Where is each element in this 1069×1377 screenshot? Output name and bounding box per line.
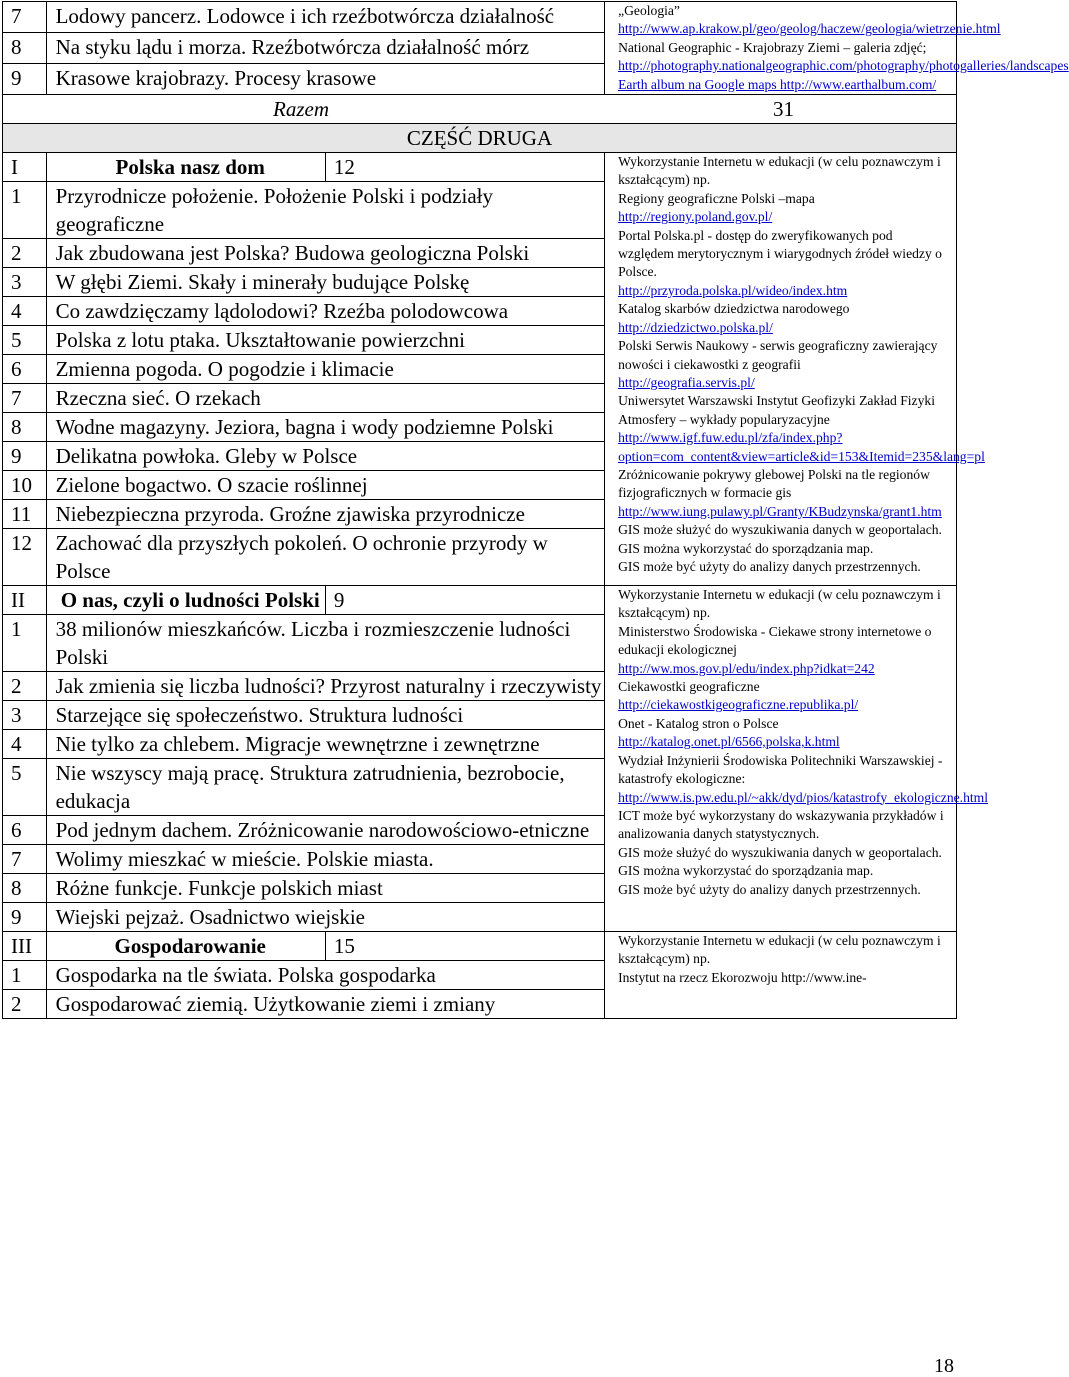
lesson-topic: Co zawdzięczamy lądolodowi? Rzeźba polodowcowa xyxy=(46,297,604,326)
resource-text: Ciekawostki geograficzne xyxy=(618,679,760,695)
page-number: 18 xyxy=(934,1355,954,1377)
section-hours: 12 xyxy=(325,153,604,182)
summary-cell xyxy=(3,95,957,124)
lesson-number: 1 xyxy=(3,182,47,239)
lesson-topic: Na styku lądu i morza. Rzeźbotwórcza działalność mórz xyxy=(46,33,604,64)
lesson-number: 8 xyxy=(3,413,47,442)
lesson-topic: Nie tylko za chlebem. Migracje wewnętrzne i zewnętrzne xyxy=(46,730,604,759)
lesson-topic: Rzeczna sieć. O rzekach xyxy=(46,384,604,413)
table-row xyxy=(3,2,957,33)
resources-cell xyxy=(605,153,985,586)
lesson-topic: Zachować dla przyszłych pokoleń. O ochronie przyrody w Polsce xyxy=(46,529,604,586)
lesson-topic: Zmienna pogoda. O pogodzie i klimacie xyxy=(46,355,604,384)
lesson-topic: Pod jednym dachem. Zróżnicowanie narodowościowo-etniczne xyxy=(46,816,604,845)
lesson-number: 10 xyxy=(3,471,47,500)
section-header-row xyxy=(3,153,957,182)
resource-text: Wykorzystanie Internetu w edukacji (w celu poznawczym i kształcącym) np. xyxy=(618,587,941,621)
resources-cell xyxy=(605,586,988,932)
summary-row xyxy=(3,95,957,124)
resource-link[interactable]: http://www.ap.krakow.pl/geo/geolog/haczew/geologia/wietrzenie.html xyxy=(618,21,1001,37)
resource-link[interactable]: http://regiony.poland.gov.pl/ xyxy=(618,209,773,225)
lesson-number: 4 xyxy=(3,730,47,759)
summary-hours: 31 xyxy=(773,97,794,122)
resource-text: Wydział Inżynierii Środowiska Politechniki Warszawskiej - katastrofy ekologiczne: xyxy=(618,752,943,787)
resource-text: GIS może służyć do wyszukiwania danych w geoportalach. xyxy=(618,844,942,860)
section-title: O nas, czyli o ludności Polski xyxy=(46,586,325,615)
resources-cell xyxy=(605,932,957,1019)
lesson-number: 1 xyxy=(3,615,47,672)
resource-link[interactable]: http://katalog.onet.pl/6566,polska,k.html xyxy=(618,734,840,750)
lesson-topic: Przyrodnicze położenie. Położenie Polski i podziały geograficzne xyxy=(46,182,604,239)
resource-text: Onet - Katalog stron o Polsce xyxy=(618,715,779,731)
curriculum-table xyxy=(2,1,1069,1019)
lesson-number: 9 xyxy=(3,442,47,471)
section-hours: 9 xyxy=(325,586,604,615)
lesson-number: 9 xyxy=(3,903,47,932)
resource-text: Ministerstwo Środowiska - Ciekawe strony internetowe o edukacji ekologicznej xyxy=(618,623,932,658)
resource-link[interactable]: http://www.igf.fuw.edu.pl/zfa/index.php?option=com_content&view=article&id=153&Itemid=235&lang=pl xyxy=(618,430,985,464)
resource-link[interactable]: http://geografia.servis.pl/ xyxy=(618,374,755,390)
lesson-topic: Gospodarka na tle świata. Polska gospodarka xyxy=(46,961,604,990)
part-title: CZĘŚĆ DRUGA xyxy=(3,124,957,153)
resource-text: GIS można wykorzystać do sporządzania map. xyxy=(618,540,874,556)
lesson-topic: Zielone bogactwo. O szacie roślinnej xyxy=(46,471,604,500)
resource-link[interactable]: http://www.is.pw.edu.pl/~akk/dyd/pios/katastrofy_ekologiczne.html xyxy=(618,789,988,805)
lesson-topic: W głębi Ziemi. Skały i minerały budujące Polskę xyxy=(46,268,604,297)
lesson-number: 4 xyxy=(3,297,47,326)
resource-text: Portal Polska.pl - dostęp do zweryfikowanych pod względem merytorycznym i wiarygodnych źródeł wiedzy o Polsce. xyxy=(618,227,942,280)
resource-text: GIS może być użyty do analizy danych przestrzennych. xyxy=(618,558,921,574)
section-number: II xyxy=(3,586,47,615)
lesson-number: 9 xyxy=(3,64,47,95)
resource-link[interactable]: http://photography.nationalgeographic.com/photography/photogalleries/landscapes xyxy=(618,58,1069,74)
lesson-topic: 38 milionów mieszkańców. Liczba i rozmieszczenie ludności Polski xyxy=(46,615,604,672)
resource-text: GIS można wykorzystać do sporządzania map. xyxy=(618,863,874,879)
lesson-topic: Krasowe krajobrazy. Procesy krasowe xyxy=(46,64,604,95)
lesson-topic: Wiejski pejzaż. Osadnictwo wiejskie xyxy=(46,903,604,932)
lesson-topic: Wolimy mieszkać w mieście. Polskie miasta. xyxy=(46,845,604,874)
section-title: Gospodarowanie xyxy=(46,932,325,961)
lesson-number: 3 xyxy=(3,701,47,730)
lesson-number: 3 xyxy=(3,268,47,297)
section-number: I xyxy=(3,153,47,182)
lesson-topic: Delikatna powłoka. Gleby w Polsce xyxy=(46,442,604,471)
resource-text: National Geographic - Krajobrazy Ziemi – galeria zdjęć; xyxy=(618,39,927,55)
lesson-number: 6 xyxy=(3,355,47,384)
lesson-number: 1 xyxy=(3,961,47,990)
lesson-number: 2 xyxy=(3,239,47,268)
lesson-number: 11 xyxy=(3,500,47,529)
lesson-topic: Niebezpieczna przyroda. Groźne zjawiska przyrodnicze xyxy=(46,500,604,529)
resource-link[interactable]: http://ciekawostkigeograficzne.republika.pl/ xyxy=(618,697,859,713)
lesson-topic: Różne funkcje. Funkcje polskich miast xyxy=(46,874,604,903)
summary-label: Razem xyxy=(273,97,329,122)
section-hours: 15 xyxy=(325,932,604,961)
resource-text: Wykorzystanie Internetu w edukacji (w celu poznawczym i kształcącym) np. xyxy=(618,933,941,967)
lesson-number: 2 xyxy=(3,990,47,1019)
resource-text: GIS może być użyty do analizy danych przestrzennych. xyxy=(618,881,921,897)
resource-link[interactable]: http://ww.mos.gov.pl/edu/index.php?idkat=242 xyxy=(618,660,875,676)
lesson-topic: Jak zmienia się liczba ludności? Przyrost naturalny i rzeczywisty xyxy=(46,672,604,701)
resource-text: Uniwersytet Warszawski Instytut Geofizyki Zakład Fizyki Atmosfery – wykłady popularyzacyjne xyxy=(618,393,935,427)
lesson-topic: Lodowy pancerz. Lodowce i ich rzeźbotwórcza działalność xyxy=(46,2,604,33)
lesson-number: 12 xyxy=(3,529,47,586)
resources-cell xyxy=(605,2,1069,95)
part-title-row xyxy=(3,124,957,153)
lesson-number: 7 xyxy=(3,2,47,33)
lesson-number: 6 xyxy=(3,816,47,845)
resource-text: ICT może być wykorzystany do wskazywania przykładów i analizowania danych statystycznych. xyxy=(618,807,944,842)
resource-text: Wykorzystanie Internetu w edukacji (w celu poznawczym i kształcącym) np. xyxy=(618,154,941,188)
lesson-topic: Nie wszyscy mają pracę. Struktura zatrudnienia, bezrobocie, edukacja xyxy=(46,759,604,816)
resource-text: Regiony geograficzne Polski –mapa xyxy=(618,190,815,206)
lesson-topic: Wodne magazyny. Jeziora, bagna i wody podziemne Polski xyxy=(46,413,604,442)
resource-link[interactable]: http://www.iung.pulawy.pl/Granty/KBudzynska/grant1.htm xyxy=(618,503,942,519)
lesson-number: 5 xyxy=(3,759,47,816)
resource-link[interactable]: Earth album na Google maps http://www.earthalbum.com/ xyxy=(618,76,937,92)
lesson-number: 5 xyxy=(3,326,47,355)
resource-text: Polski Serwis Naukowy - serwis geograficzny zawierający nowości i ciekawostki z geografii xyxy=(618,338,938,372)
resource-text: Instytut na rzecz Ekorozwoju http://www.ine- xyxy=(618,969,867,985)
section-title: Polska nasz dom xyxy=(46,153,325,182)
section-header-row xyxy=(3,932,957,961)
section-number: III xyxy=(3,932,47,961)
lesson-topic: Jak zbudowana jest Polska? Budowa geologiczna Polski xyxy=(46,239,604,268)
resource-link[interactable]: http://dziedzictwo.polska.pl/ xyxy=(618,319,773,335)
lesson-topic: Starzejące się społeczeństwo. Struktura ludności xyxy=(46,701,604,730)
lesson-topic: Polska z lotu ptaka. Ukształtowanie powierzchni xyxy=(46,326,604,355)
resource-text: Zróżnicowanie pokrywy glebowej Polski na tle regionów fizjograficznych w formacie gis xyxy=(618,466,930,501)
lesson-number: 8 xyxy=(3,33,47,64)
lesson-number: 7 xyxy=(3,845,47,874)
lesson-number: 7 xyxy=(3,384,47,413)
lesson-number: 8 xyxy=(3,874,47,903)
lesson-topic: Gospodarować ziemią. Użytkowanie ziemi i zmiany xyxy=(46,990,604,1019)
resource-text: Katalog skarbów dziedzictwa narodowego xyxy=(618,301,850,317)
resource-link[interactable]: http://przyroda.polska.pl/wideo/index.htm xyxy=(618,282,848,298)
resource-text: „Geologia” xyxy=(618,3,680,18)
resource-text: GIS może służyć do wyszukiwania danych w geoportalach. xyxy=(618,522,942,538)
section-header-row xyxy=(3,586,957,615)
lesson-number: 2 xyxy=(3,672,47,701)
